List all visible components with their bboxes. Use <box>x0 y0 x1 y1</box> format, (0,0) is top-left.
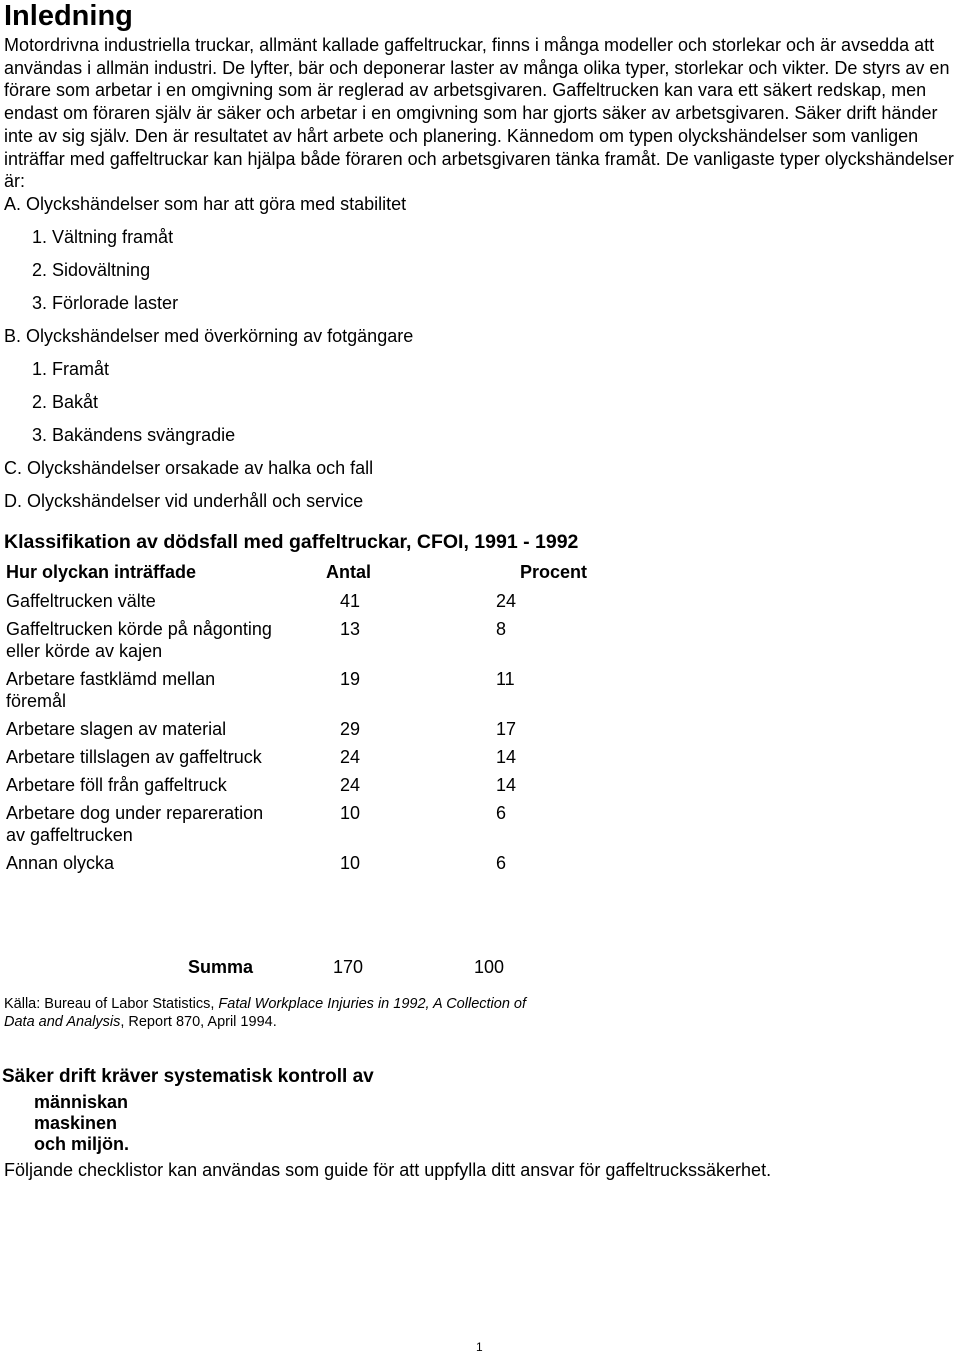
row-cause: Arbetare fastklämd mellan föremål <box>6 669 216 711</box>
row-cause: Gaffeltrucken välte <box>6 591 156 611</box>
source-suffix: , Report 870, April 1994. <box>120 1014 277 1030</box>
closing-item-environment: och miljön. <box>34 1134 130 1154</box>
fatality-statistics-table <box>4 561 640 880</box>
table-row <box>4 746 640 774</box>
row-procent: 8 <box>496 619 507 639</box>
header-antal: Antal <box>326 562 371 582</box>
row-antal: 29 <box>340 719 361 739</box>
row-procent: 11 <box>496 669 515 689</box>
source-title: Fatal Workplace Injuries in 1992, A Collection of Data and Analysis <box>4 996 527 1030</box>
row-procent: 14 <box>496 775 517 795</box>
sum-procent: 100 <box>474 957 505 977</box>
accident-list-item: 1. Vältning framåt <box>32 227 174 247</box>
row-antal: 10 <box>340 853 361 873</box>
page-heading: Inledning <box>4 0 133 32</box>
closing-text: Följande checklistor kan användas som guide för att uppfylla ditt ansvar för gaffeltruckssäkerhet. <box>4 1160 772 1180</box>
table-row <box>4 852 640 880</box>
header-procent: Procent <box>520 562 588 582</box>
table-row <box>4 802 640 852</box>
row-cause: Gaffeltrucken körde på någonting eller körde av kajen <box>6 619 272 661</box>
closing-items <box>34 1092 129 1155</box>
row-procent: 6 <box>496 853 507 873</box>
row-antal: 19 <box>340 669 361 689</box>
source-prefix: Källa: Bureau of Labor Statistics, <box>4 996 219 1012</box>
row-antal: 24 <box>340 775 361 795</box>
row-procent: 14 <box>496 747 517 767</box>
row-procent: 24 <box>496 591 517 611</box>
row-cause: Arbetare slagen av material <box>6 719 227 739</box>
table-row <box>4 668 640 718</box>
accident-type-list <box>4 188 413 518</box>
accident-list-item: 3. Bakändens svängradie <box>32 425 236 445</box>
table-row <box>4 618 640 668</box>
sum-label: Summa <box>188 957 254 977</box>
closing-item-human: människan <box>34 1092 129 1112</box>
row-cause: Arbetare dog under repareration av gaffeltrucken <box>6 803 264 845</box>
accident-list-item: 2. Sidovältning <box>32 260 151 280</box>
accident-list-item: C. Olyckshändelser orsakade av halka och fall <box>4 458 374 478</box>
accident-list-item: 2. Bakåt <box>32 392 99 412</box>
table-body <box>4 590 640 880</box>
row-antal: 24 <box>340 747 361 767</box>
table-title: Klassifikation av dödsfall med gaffeltruckar, CFOI, 1991 - 1992 <box>4 531 579 553</box>
closing-item-machine: maskinen <box>34 1113 118 1133</box>
row-cause: Arbetare föll från gaffeltruck <box>6 775 227 795</box>
row-antal: 10 <box>340 803 361 823</box>
accident-list-item: D. Olyckshändelser vid underhåll och service <box>4 491 364 511</box>
row-cause: Arbetare tillslagen av gaffeltruck <box>6 747 262 767</box>
row-procent: 17 <box>496 719 517 739</box>
accident-list-item: B. Olyckshändelser med överkörning av fotgängare <box>4 326 414 346</box>
header-cause: Hur olyckan inträffade <box>6 562 197 582</box>
table-row <box>4 774 640 802</box>
source-citation <box>4 995 544 1031</box>
page-number: 1 <box>476 1340 483 1354</box>
table-row <box>4 718 640 746</box>
accident-list-item: A. Olyckshändelser som har att göra med stabilitet <box>4 194 407 214</box>
intro-paragraph: Motordrivna industriella truckar, allmänt kallade gaffeltruckar, finns i många modeller och storlekar och är avsedda att användas i allmän industri. De lyfter, bär och deponerar laster av många olika typer, storlekar och vikter. De styrs av en förare som arbetar i en omgivning som är reglerad av arbetsgivaren. Gaffeltrucken kan vara ett säkert redskap, men endast om föraren själv är säker och arbetar i en omgivning som har gjorts säker av arbetsgivaren. Säker drift händer inte av sig själv. Den är resultatet av hårt arbete och planering. Kännedom om typen olyckshändelser som vanligen inträffar med gaffeltruckar kan hjälpa både föraren och arbetsgivaren tänka framåt. De vanligaste typer olyckshändelser är: <box>4 35 954 192</box>
table-row <box>4 590 640 618</box>
row-procent: 6 <box>496 803 507 823</box>
table-header-row <box>4 561 640 590</box>
accident-list-item: 3. Förlorade laster <box>32 293 179 313</box>
accident-list-item: 1. Framåt <box>32 359 110 379</box>
closing-title: Säker drift kräver systematisk kontroll av <box>2 1066 374 1087</box>
sum-antal: 170 <box>333 957 364 977</box>
row-antal: 41 <box>340 591 361 611</box>
row-cause: Annan olycka <box>6 853 115 873</box>
intro-section <box>4 34 960 193</box>
row-antal: 13 <box>340 619 361 639</box>
